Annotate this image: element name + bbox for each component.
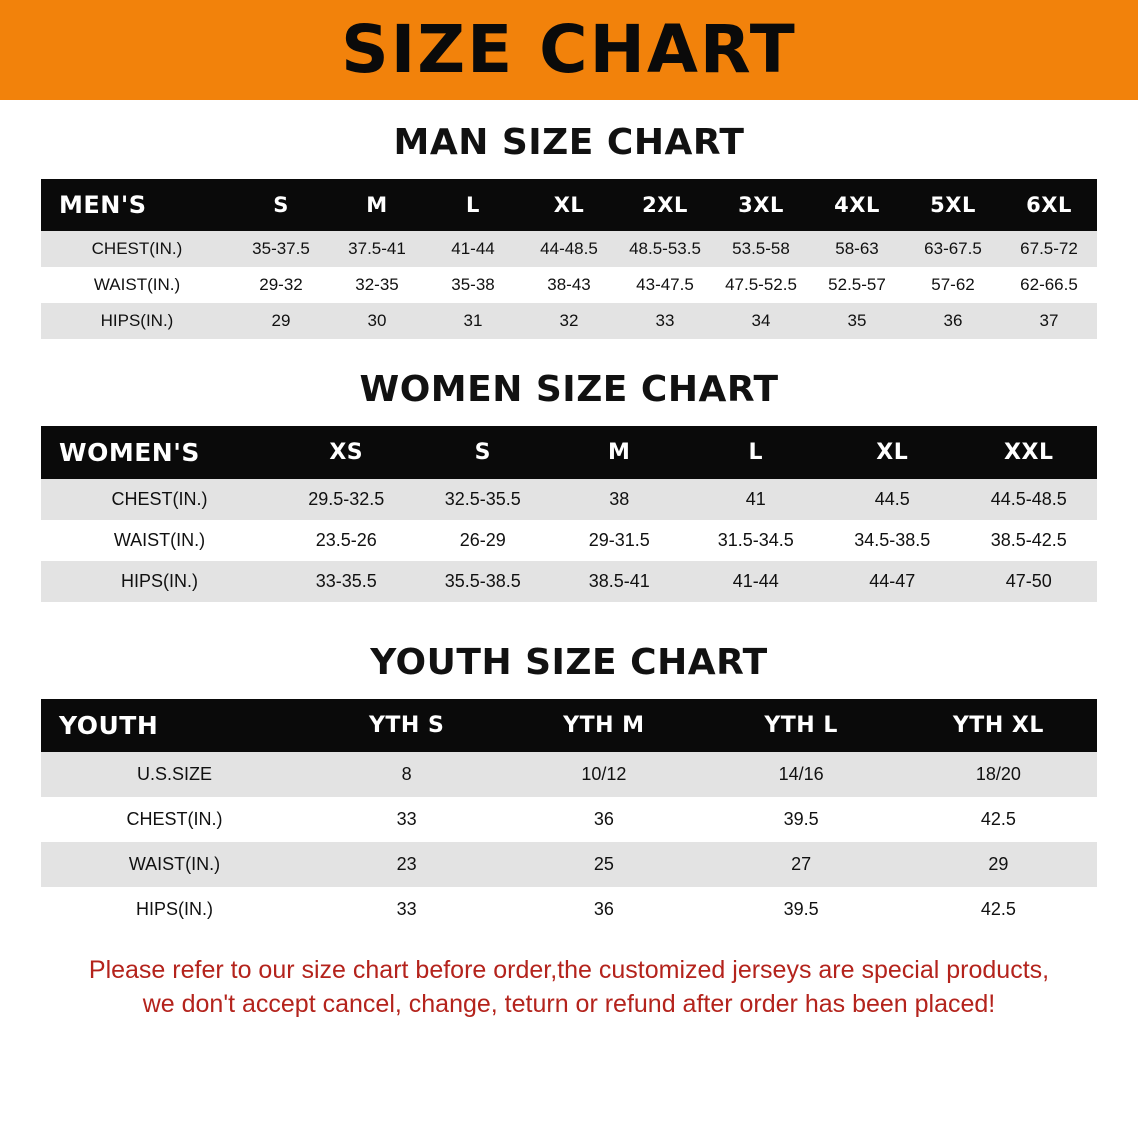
table-cell: 48.5-53.5 bbox=[617, 231, 713, 267]
table-cell: 35-38 bbox=[425, 267, 521, 303]
table-cell: 29-31.5 bbox=[551, 520, 688, 561]
women-size-table bbox=[41, 426, 1097, 602]
table-cell: 29.5-32.5 bbox=[278, 479, 415, 520]
row-label: U.S.SIZE bbox=[41, 752, 308, 797]
column-header: S bbox=[233, 179, 329, 231]
table-cell: 32 bbox=[521, 303, 617, 339]
table-cell: 33 bbox=[617, 303, 713, 339]
table-cell: 32.5-35.5 bbox=[415, 479, 552, 520]
table-cell: 41 bbox=[688, 479, 825, 520]
women-table-body bbox=[41, 479, 1097, 602]
table-cell: 58-63 bbox=[809, 231, 905, 267]
table-cell: 25 bbox=[505, 842, 702, 887]
youth-table-body bbox=[41, 752, 1097, 932]
table-cell: 38-43 bbox=[521, 267, 617, 303]
table-cell: 43-47.5 bbox=[617, 267, 713, 303]
table-row bbox=[41, 231, 1097, 267]
column-header: XS bbox=[278, 426, 415, 479]
table-cell: 44.5 bbox=[824, 479, 961, 520]
column-header: M bbox=[329, 179, 425, 231]
table-cell: 30 bbox=[329, 303, 425, 339]
table-cell: 47.5-52.5 bbox=[713, 267, 809, 303]
table-cell: 38.5-42.5 bbox=[961, 520, 1098, 561]
table-cell: 39.5 bbox=[703, 887, 900, 932]
table-cell: 53.5-58 bbox=[713, 231, 809, 267]
row-label: WAIST(IN.) bbox=[41, 267, 233, 303]
table-row bbox=[41, 561, 1097, 602]
table-cell: 67.5-72 bbox=[1001, 231, 1097, 267]
table-cell: 62-66.5 bbox=[1001, 267, 1097, 303]
row-label: HIPS(IN.) bbox=[41, 561, 278, 602]
table-cell: 36 bbox=[905, 303, 1001, 339]
table-cell: 34 bbox=[713, 303, 809, 339]
table-cell: 23 bbox=[308, 842, 505, 887]
table-row bbox=[41, 797, 1097, 842]
column-header: XXL bbox=[961, 426, 1098, 479]
table-cell: 27 bbox=[703, 842, 900, 887]
table-row bbox=[41, 752, 1097, 797]
table-cell: 31.5-34.5 bbox=[688, 520, 825, 561]
table-cell: 37.5-41 bbox=[329, 231, 425, 267]
table-cell: 10/12 bbox=[505, 752, 702, 797]
table-cell: 35.5-38.5 bbox=[415, 561, 552, 602]
table-cell: 34.5-38.5 bbox=[824, 520, 961, 561]
note-line-2: we don't accept cancel, change, teturn or refund after order has been placed! bbox=[142, 989, 996, 1018]
banner bbox=[0, 0, 1138, 100]
table-cell: 41-44 bbox=[425, 231, 521, 267]
table-cell: 63-67.5 bbox=[905, 231, 1001, 267]
table-cell: 39.5 bbox=[703, 797, 900, 842]
column-header: XL bbox=[824, 426, 961, 479]
table-row bbox=[41, 887, 1097, 932]
row-label: WAIST(IN.) bbox=[41, 842, 308, 887]
women-table-wrap bbox=[41, 426, 1097, 602]
table-cell: 52.5-57 bbox=[809, 267, 905, 303]
column-header: L bbox=[425, 179, 521, 231]
row-label: WAIST(IN.) bbox=[41, 520, 278, 561]
table-cell: 42.5 bbox=[900, 797, 1097, 842]
table-cell: 31 bbox=[425, 303, 521, 339]
table-header-row bbox=[41, 699, 1097, 752]
column-header: YTH S bbox=[308, 699, 505, 752]
man-section-heading: MAN SIZE CHART bbox=[393, 122, 745, 163]
column-header: S bbox=[415, 426, 552, 479]
table-header-row bbox=[41, 179, 1097, 231]
note-line-1: Please refer to our size chart before order,the customized jerseys are special products, bbox=[88, 956, 1050, 984]
row-label: HIPS(IN.) bbox=[41, 887, 308, 932]
youth-size-table bbox=[41, 699, 1097, 932]
row-header-title: YOUTH bbox=[41, 699, 308, 752]
table-cell: 29 bbox=[233, 303, 329, 339]
women-table-header bbox=[41, 426, 1097, 479]
table-cell: 38 bbox=[551, 479, 688, 520]
table-cell: 47-50 bbox=[961, 561, 1098, 602]
table-cell: 33 bbox=[308, 887, 505, 932]
column-header: 3XL bbox=[713, 179, 809, 231]
women-section-heading: WOMEN SIZE CHART bbox=[359, 369, 779, 410]
row-label: CHEST(IN.) bbox=[41, 797, 308, 842]
table-cell: 8 bbox=[308, 752, 505, 797]
table-cell: 35 bbox=[809, 303, 905, 339]
table-cell: 29-32 bbox=[233, 267, 329, 303]
row-label: HIPS(IN.) bbox=[41, 303, 233, 339]
table-cell: 35-37.5 bbox=[233, 231, 329, 267]
column-header: 6XL bbox=[1001, 179, 1097, 231]
table-cell: 38.5-41 bbox=[551, 561, 688, 602]
row-header-title: MEN'S bbox=[41, 179, 233, 231]
column-header: 2XL bbox=[617, 179, 713, 231]
column-header: YTH L bbox=[703, 699, 900, 752]
man-size-table bbox=[41, 179, 1097, 339]
youth-table-wrap bbox=[41, 699, 1097, 932]
table-cell: 26-29 bbox=[415, 520, 552, 561]
column-header: 4XL bbox=[809, 179, 905, 231]
youth-section-heading: YOUTH SIZE CHART bbox=[370, 642, 768, 683]
table-cell: 37 bbox=[1001, 303, 1097, 339]
row-label: CHEST(IN.) bbox=[41, 479, 278, 520]
row-label: CHEST(IN.) bbox=[41, 231, 233, 267]
column-header: L bbox=[688, 426, 825, 479]
table-cell: 32-35 bbox=[329, 267, 425, 303]
table-cell: 14/16 bbox=[703, 752, 900, 797]
table-header-row bbox=[41, 426, 1097, 479]
column-header: XL bbox=[521, 179, 617, 231]
table-cell: 42.5 bbox=[900, 887, 1097, 932]
table-row bbox=[41, 842, 1097, 887]
table-cell: 33 bbox=[308, 797, 505, 842]
table-cell: 44-48.5 bbox=[521, 231, 617, 267]
table-cell: 41-44 bbox=[688, 561, 825, 602]
table-cell: 57-62 bbox=[905, 267, 1001, 303]
table-cell: 18/20 bbox=[900, 752, 1097, 797]
table-cell: 44-47 bbox=[824, 561, 961, 602]
man-table-body bbox=[41, 231, 1097, 339]
table-row bbox=[41, 520, 1097, 561]
table-cell: 33-35.5 bbox=[278, 561, 415, 602]
table-row bbox=[41, 267, 1097, 303]
column-header: M bbox=[551, 426, 688, 479]
youth-table-header bbox=[41, 699, 1097, 752]
row-header-title: WOMEN'S bbox=[41, 426, 278, 479]
column-header: YTH M bbox=[505, 699, 702, 752]
table-cell: 29 bbox=[900, 842, 1097, 887]
order-policy-note bbox=[40, 954, 1098, 1022]
table-cell: 23.5-26 bbox=[278, 520, 415, 561]
table-cell: 36 bbox=[505, 887, 702, 932]
column-header: 5XL bbox=[905, 179, 1001, 231]
table-cell: 36 bbox=[505, 797, 702, 842]
table-cell: 44.5-48.5 bbox=[961, 479, 1098, 520]
column-header: YTH XL bbox=[900, 699, 1097, 752]
page-title: SIZE CHART bbox=[341, 11, 797, 88]
man-table-header bbox=[41, 179, 1097, 231]
man-table-wrap bbox=[41, 179, 1097, 339]
table-row bbox=[41, 303, 1097, 339]
table-row bbox=[41, 479, 1097, 520]
